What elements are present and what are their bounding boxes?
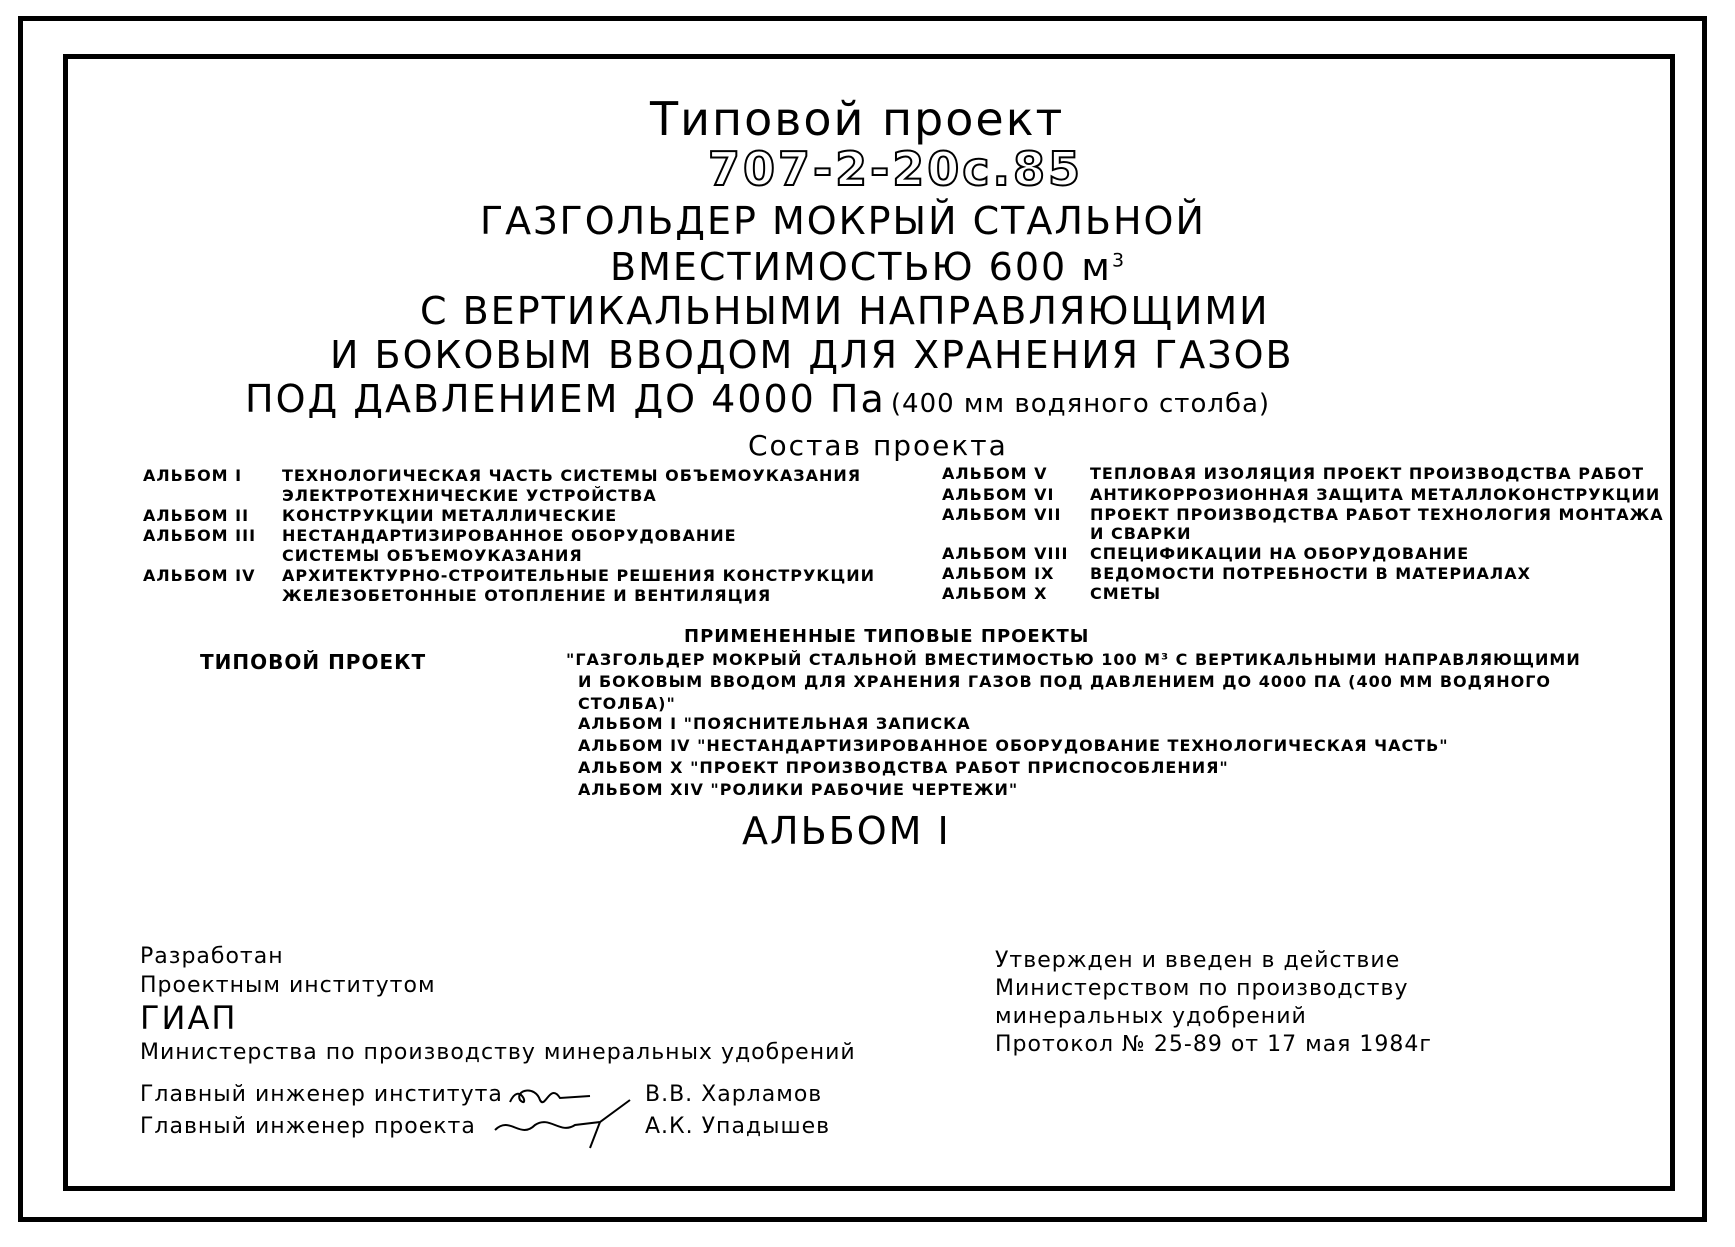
title-line-5: ПОД ДАВЛЕНИЕМ ДО 4000 Па (400 мм водяного столба) (245, 377, 1271, 421)
project-code: 707-2-20с.85 (708, 142, 1083, 196)
album-label: АЛЬБОМ V (942, 464, 1048, 483)
album-text: И СВАРКИ (1090, 524, 1192, 543)
title-line-2: ВМЕСТИМОСТЬЮ 600 $м^3$ (610, 245, 1127, 289)
album-text: НЕСТАНДАРТИЗИРОВАННОЕ ОБОРУДОВАНИЕ (282, 526, 737, 545)
album-text: ВЕДОМОСТИ ПОТРЕБНОСТИ В МАТЕРИАЛАХ (1090, 564, 1531, 583)
album-text: СПЕЦИФИКАЦИИ НА ОБОРУДОВАНИЕ (1090, 544, 1470, 563)
chief-institute-label: Главный инженер института (140, 1082, 503, 1107)
developed-line-4: Министерства по производству минеральных удобрений (140, 1040, 856, 1065)
chief-institute-name: В.В. Харламов (645, 1082, 823, 1107)
album-label: АЛЬБОМ III (143, 526, 257, 545)
signature-2-tail (590, 1122, 600, 1148)
chief-project-name: А.К. Упадышев (645, 1114, 831, 1139)
applied-line: АЛЬБОМ IV "НЕСТАНДАРТИЗИРОВАННОЕ ОБОРУДОВАНИЕ ТЕХНОЛОГИЧЕСКАЯ ЧАСТЬ" (578, 736, 1449, 755)
applied-line: СТОЛБА)" (578, 694, 676, 713)
album-text: ЖЕЛЕЗОБЕТОННЫЕ ОТОПЛЕНИЕ И ВЕНТИЛЯЦИЯ (282, 586, 772, 605)
signature-2 (495, 1100, 630, 1130)
album-text: АРХИТЕКТУРНО-СТРОИТЕЛЬНЫЕ РЕШЕНИЯ КОНСТРУКЦИИ (282, 566, 876, 585)
applied-line: АЛЬБОМ XIV "РОЛИКИ РАБОЧИЕ ЧЕРТЕЖИ" (578, 780, 1019, 799)
institute-name: ГИАП (140, 999, 238, 1037)
album-text: ЭЛЕКТРОТЕХНИЧЕСКИЕ УСТРОЙСТВА (282, 486, 657, 505)
applied-line: И БОКОВЫМ ВВОДОМ ДЛЯ ХРАНЕНИЯ ГАЗОВ ПОД ДАВЛЕНИЕМ ДО 4000 ПА (400 ММ ВОДЯНОГО (578, 672, 1551, 691)
album-text: АНТИКОРРОЗИОННАЯ ЗАЩИТА МЕТАЛЛОКОНСТРУКЦИИ (1090, 485, 1661, 504)
album-label: АЛЬБОМ IV (143, 566, 256, 585)
approved-line-1: Утвержден и введен в действие (995, 948, 1401, 973)
developed-line-1: Разработан (140, 944, 284, 969)
album-number: АЛЬБОМ I (742, 809, 951, 853)
album-text: СМЕТЫ (1090, 584, 1162, 603)
album-text: ПРОЕКТ ПРОИЗВОДСТВА РАБОТ ТЕХНОЛОГИЯ МОНТАЖА (1090, 505, 1664, 524)
album-label: АЛЬБОМ I (143, 466, 243, 485)
title-line-3: С ВЕРТИКАЛЬНЫМИ НАПРАВЛЯЮЩИМИ (420, 289, 1270, 333)
chief-project-label: Главный инженер проекта (140, 1114, 476, 1139)
album-label: АЛЬБОМ X (942, 584, 1048, 603)
signature-1 (510, 1091, 590, 1103)
composition-heading: Состав проекта (748, 429, 1008, 462)
developed-line-2: Проектным институтом (140, 973, 436, 998)
applied-label: ТИПОВОЙ ПРОЕКТ (200, 650, 427, 674)
document-type: Типовой проект (650, 92, 1065, 146)
album-label: АЛЬБОМ VII (942, 505, 1062, 524)
title-line-4: И БОКОВЫМ ВВОДОМ ДЛЯ ХРАНЕНИЯ ГАЗОВ (330, 333, 1294, 377)
album-text: СИСТЕМЫ ОБЪЕМОУКАЗАНИЯ (282, 546, 583, 565)
album-label: АЛЬБОМ VIII (942, 544, 1069, 563)
applied-line: "ГАЗГОЛЬДЕР МОКРЫЙ СТАЛЬНОЙ ВМЕСТИМОСТЬЮ 100 М³ С ВЕРТИКАЛЬНЫМИ НАПРАВЛЯЮЩИМИ (566, 650, 1581, 669)
approved-line-4: Протокол № 25-89 от 17 мая 1984г (995, 1032, 1432, 1057)
album-label: АЛЬБОМ II (143, 506, 250, 525)
album-label: АЛЬБОМ VI (942, 485, 1055, 504)
applied-line: АЛЬБОМ I "ПОЯСНИТЕЛЬНАЯ ЗАПИСКА (578, 714, 971, 733)
approved-line-3: минеральных удобрений (995, 1004, 1307, 1029)
signatures (490, 1070, 640, 1150)
album-text: ТЕПЛОВАЯ ИЗОЛЯЦИЯ ПРОЕКТ ПРОИЗВОДСТВА РАБОТ (1090, 464, 1645, 483)
applied-heading: ПРИМЕНЕННЫЕ ТИПОВЫЕ ПРОЕКТЫ (684, 626, 1090, 647)
title-line-1: ГАЗГОЛЬДЕР МОКРЫЙ СТАЛЬНОЙ (480, 199, 1206, 243)
applied-line: АЛЬБОМ X "ПРОЕКТ ПРОИЗВОДСТВА РАБОТ ПРИСПОСОБЛЕНИЯ" (578, 758, 1229, 777)
album-label: АЛЬБОМ IX (942, 564, 1055, 583)
album-text: ТЕХНОЛОГИЧЕСКАЯ ЧАСТЬ СИСТЕМЫ ОБЪЕМОУКАЗАНИЯ (282, 466, 862, 485)
approved-line-2: Министерством по производству (995, 976, 1409, 1001)
album-text: КОНСТРУКЦИИ МЕТАЛЛИЧЕСКИЕ (282, 506, 618, 525)
